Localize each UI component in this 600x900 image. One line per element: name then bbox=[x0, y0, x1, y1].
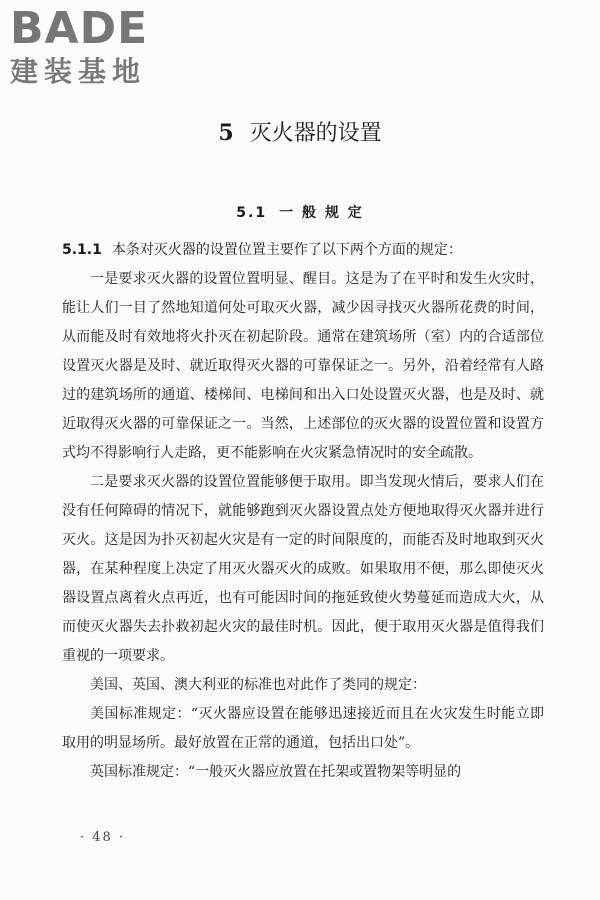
brand-logo bbox=[10, 3, 180, 88]
body-text bbox=[62, 236, 544, 787]
section-title bbox=[0, 202, 600, 222]
paragraph-1: 一是要求灭火器的设置位置明显、醒目。这是为了在平时和发生火灾时，能让人们一目了然地知道何处可取灭火器，减少因寻找灭火器所花费的时间，从而能及时有效地将火扑灭在初起阶段。通常在建筑场所（室）内的合适部位设置灭火器是及时、就近取得灭火器的可靠保证之一。另外，沿着经常有人路过的建筑场所的通道、楼梯间、电梯间和出入口处设置灭火器，也是及时、就近取得灭火器的可靠保证之一。当然，上述部位的灭火器的设置位置和设置方式均不得影响行人走路，更不能影响在火灾紧急情况时的安全疏散。 bbox=[62, 271, 544, 461]
paragraph-3: 美国、英国、澳大利亚的标准也对此作了类同的规定： bbox=[90, 677, 426, 693]
section-number: 5.1 bbox=[236, 205, 268, 221]
logo-mark: BADE bbox=[10, 3, 149, 54]
logo-subtitle: 建装基地 bbox=[10, 55, 147, 88]
clause-text: 本条对灭火器的设置位置主要作了以下两个方面的规定： bbox=[111, 242, 462, 258]
clause-number: 5.1.1 bbox=[62, 242, 102, 258]
chapter-heading: 灭火器的设置 bbox=[249, 121, 382, 146]
page-number: · 48 · bbox=[80, 830, 126, 845]
paragraph-4: 美国标准规定：“灭火器应设置在能够迅速接近而且在火灾发生时能立即取用的明显场所。最好放置在正常的通道，包括出口处”。 bbox=[62, 706, 544, 751]
chapter-number: 5 bbox=[218, 120, 234, 146]
clause-paragraph bbox=[62, 236, 544, 265]
chapter-title bbox=[0, 118, 600, 149]
section-heading: 一 般 规 定 bbox=[279, 205, 364, 221]
paragraph-5: 英国标准规定：“一般灭火器应放置在托架或置物架等明显的 bbox=[90, 764, 462, 780]
paragraph-2: 二是要求灭火器的设置位置能够便于取用。即当发现火情后，要求人们在没有任何障碍的情况下，就能够跑到灭火器设置点处方便地取得灭火器并进行灭火。这是因为扑灭初起火灾是有一定的时间限度的，而能否及时地取到灭火器，在某种程度上决定了用灭火器灭火的成败。如果取用不便，那么即使灭火器设置点离着火点再近，也有可能因时间的拖延致使火势蔓延而造成大火，从而使灭火器失去扑救初起火灾的最佳时机。因此，便于取用灭火器是值得我们重视的一项要求。 bbox=[62, 474, 544, 664]
